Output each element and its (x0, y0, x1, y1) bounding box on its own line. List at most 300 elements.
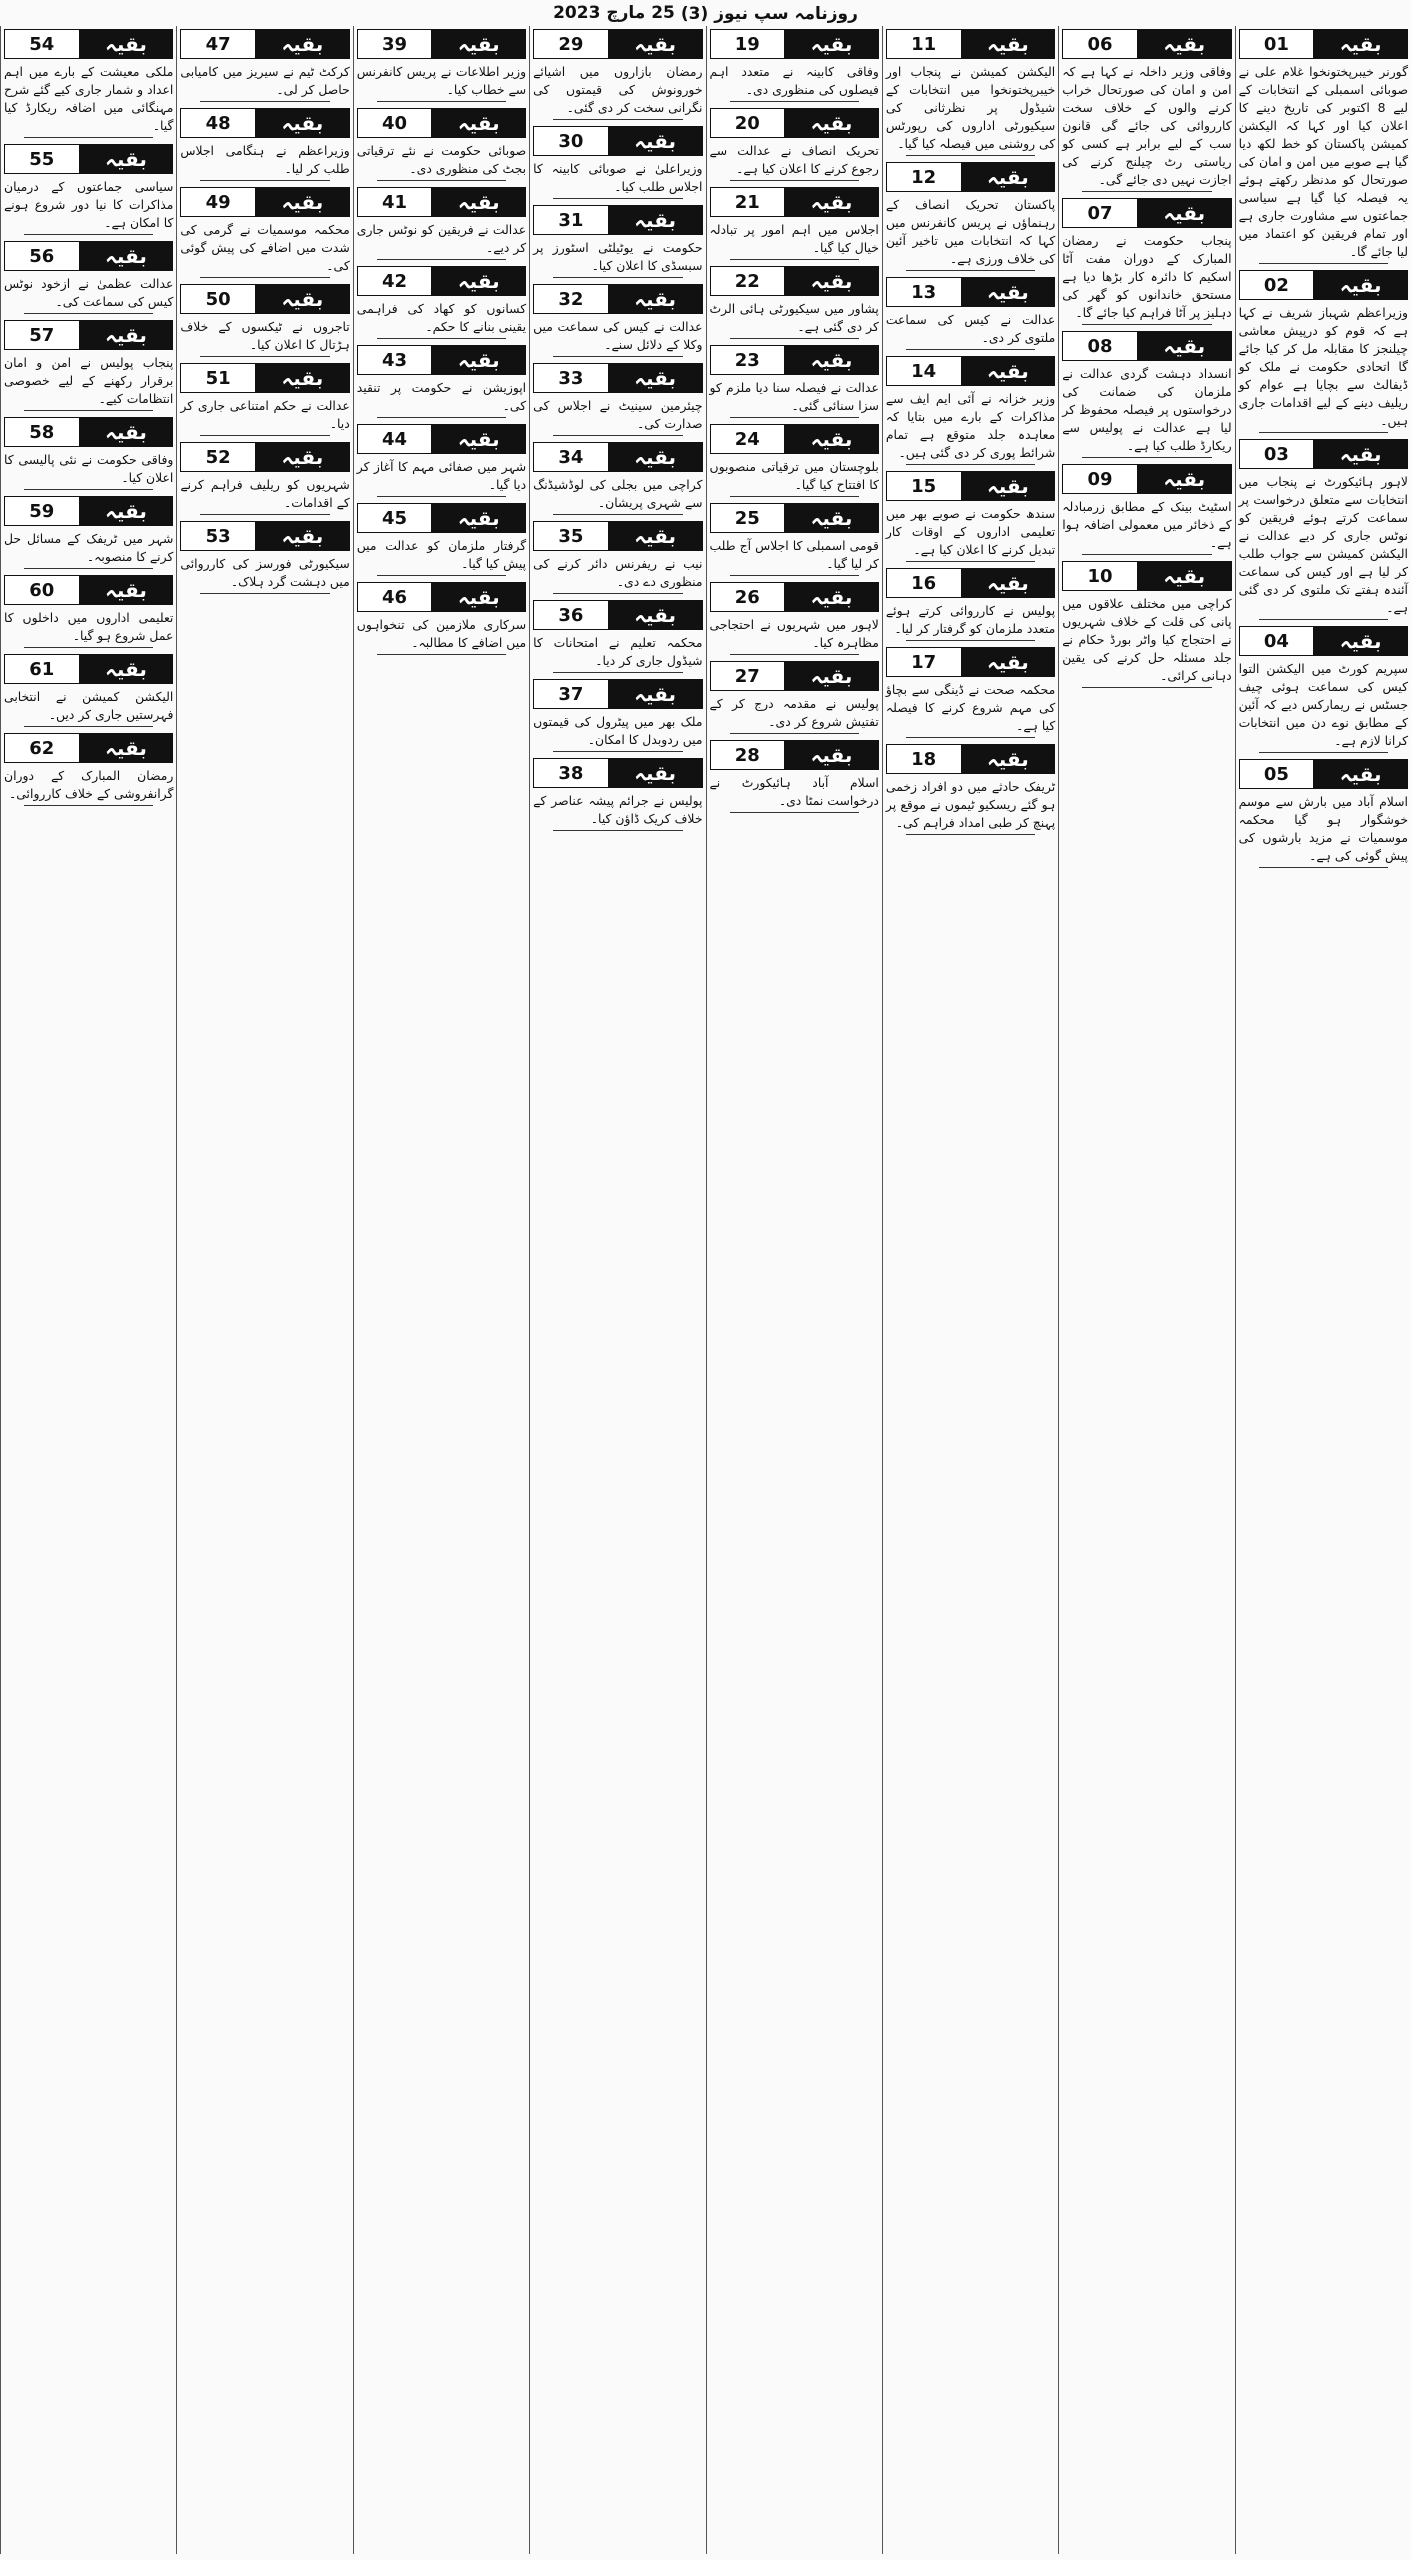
continuation-marker (4, 654, 173, 684)
story-text: پولیس نے مقدمہ درج کر کے تفتیش شروع کر دی۔ (709, 696, 879, 729)
story-end-rule (377, 654, 506, 655)
continuation-label: بقیہ (256, 522, 349, 550)
continuation-number: 47 (181, 30, 256, 58)
continuation-number: 37 (534, 680, 609, 708)
continuation-number: 48 (181, 109, 256, 137)
continuation-label: بقیہ (785, 741, 878, 769)
continuation-marker (357, 345, 526, 375)
column-1 (1235, 26, 1411, 2554)
continuation-label: بقیہ (256, 443, 349, 471)
continuation-marker (886, 744, 1055, 774)
story-text: الیکشن کمیشن نے انتخابی فہرستیں جاری کر دیں۔ (4, 689, 174, 722)
continuation-label: بقیہ (80, 655, 173, 683)
story-41 (357, 187, 526, 260)
continuation-number: 52 (181, 443, 256, 471)
story-text: شہر میں ٹریفک کے مسائل حل کرنے کا منصوبہ۔ (4, 531, 174, 564)
continuation-marker (1062, 464, 1231, 494)
story-end-rule (377, 180, 506, 181)
continuation-marker (4, 575, 173, 605)
story-text: وفاقی وزیر داخلہ نے کہا ہے کہ امن و امان کی صورتحال خراب کرنے والوں کے خلاف سخت کارروائی کی جائے گی قانون سب کے لیے برابر ہے کسی کو ریاستی رٹ چیلنج کرنے کی اجازت نہیں دی جائے گی۔ (1062, 64, 1232, 187)
continuation-number: 03 (1240, 440, 1315, 468)
story-end-rule (730, 575, 859, 576)
continuation-marker (710, 108, 879, 138)
continuation-marker (533, 521, 702, 551)
continuation-marker (533, 363, 702, 393)
story-59 (4, 496, 173, 569)
continuation-marker (886, 356, 1055, 386)
continuation-label: بقیہ (432, 583, 525, 611)
continuation-marker (180, 29, 349, 59)
continuation-label: بقیہ (785, 583, 878, 611)
continuation-label: بقیہ (785, 504, 878, 532)
story-text: ٹریفک حادثے میں دو افراد زخمی ہو گئے ریسکیو ٹیموں نے موقع پر پہنچ کر طبی امداد فراہم کی۔ (885, 779, 1056, 830)
story-end-rule (906, 349, 1035, 350)
story-text: گورنر خیبرپختونخوا غلام علی نے صوبائی اسمبلی کے انتخابات کے لیے 8 اکتوبر کی تاریخ دینے کا اعلان کیا اور کہا کہ الیکشن کمیشن پاکستان کو خط لکھ دیا گیا ہے صوبے میں امن و امان کی صورتحال کو مدنظر رکھتے ہوئے یہ فیصلہ کیا گیا ہے سیاسی جماعتوں سے مشاورت جاری ہے اور تمام فریقین کو اعتماد میں لیا جائے گا۔ (1238, 64, 1408, 259)
story-text: اسلام آباد ہائیکورٹ نے درخواست نمٹا دی۔ (709, 775, 879, 808)
continuation-marker (710, 582, 879, 612)
continuation-label: بقیہ (80, 145, 173, 173)
story-end-rule (200, 180, 329, 181)
continuation-label: بقیہ (256, 364, 349, 392)
story-text: محکمہ صحت نے ڈینگی سے بچاؤ کی مہم شروع کرنے کا فیصلہ کیا ہے۔ (885, 682, 1056, 733)
continuation-number: 39 (358, 30, 433, 58)
continuation-number: 38 (534, 759, 609, 787)
story-text: کراچی میں بجلی کی لوڈشیڈنگ سے شہری پریشان۔ (533, 477, 703, 510)
continuation-label: بقیہ (256, 30, 349, 58)
continuation-marker (886, 647, 1055, 677)
continuation-marker (710, 266, 879, 296)
continuation-marker (533, 442, 702, 472)
continuation-marker (533, 284, 702, 314)
story-end-rule (553, 593, 682, 594)
story-text: وفاقی کابینہ نے متعدد اہم فیصلوں کی منظوری دی۔ (709, 64, 879, 97)
continuation-label: بقیہ (1138, 332, 1231, 360)
continuation-number: 40 (358, 109, 433, 137)
story-text: وزیر اطلاعات نے پریس کانفرنس سے خطاب کیا۔ (356, 64, 527, 97)
continuation-marker (533, 758, 702, 788)
story-27 (710, 661, 879, 734)
continuation-marker (4, 241, 173, 271)
continuation-label: بقیہ (80, 30, 173, 58)
continuation-marker (1239, 29, 1408, 59)
story-text: کسانوں کو کھاد کی فراہمی یقینی بنانے کا حکم۔ (356, 301, 527, 334)
story-text: اسٹیٹ بینک کے مطابق زرمبادلہ کے ذخائر میں معمولی اضافہ ہوا ہے۔ (1062, 499, 1232, 550)
continuation-marker (710, 503, 879, 533)
story-text: اسلام آباد میں بارش سے موسم خوشگوار ہو گیا محکمہ موسمیات نے مزید بارشوں کی پیش گوئی کی ہے۔ (1238, 794, 1408, 863)
story-48 (180, 108, 349, 181)
continuation-label: بقیہ (1138, 465, 1231, 493)
story-end-rule (730, 496, 859, 497)
continuation-number: 33 (534, 364, 609, 392)
continuation-label: بقیہ (432, 267, 525, 295)
story-end-rule (553, 514, 682, 515)
story-end-rule (24, 137, 153, 138)
continuation-marker (710, 424, 879, 454)
continuation-marker (180, 187, 349, 217)
continuation-number: 17 (887, 648, 962, 676)
continuation-label: بقیہ (609, 601, 702, 629)
story-54 (4, 29, 173, 138)
continuation-number: 30 (534, 127, 609, 155)
story-end-rule (377, 575, 506, 576)
story-20 (710, 108, 879, 181)
continuation-label: بقیہ (1138, 30, 1231, 58)
story-21 (710, 187, 879, 260)
story-end-rule (1259, 432, 1388, 433)
story-end-rule (200, 277, 329, 278)
continuation-marker (1062, 29, 1231, 59)
continuation-label: بقیہ (256, 285, 349, 313)
story-end-rule (906, 155, 1035, 156)
story-end-rule (200, 514, 329, 515)
story-text: سندھ حکومت نے صوبے بھر میں تعلیمی اداروں کے اوقات کار تبدیل کرنے کا اعلان کیا ہے۔ (885, 506, 1056, 557)
story-30 (533, 126, 702, 199)
continuation-number: 59 (5, 497, 80, 525)
continuation-marker (886, 568, 1055, 598)
continuation-number: 50 (181, 285, 256, 313)
story-end-rule (200, 593, 329, 594)
column-7 (176, 26, 352, 2554)
story-end-rule (730, 338, 859, 339)
continuation-label: بقیہ (80, 321, 173, 349)
story-text: محکمہ موسمیات نے گرمی کی شدت میں اضافے کی پیش گوئی کی۔ (180, 222, 350, 273)
continuation-number: 44 (358, 425, 433, 453)
continuation-label: بقیہ (1314, 760, 1407, 788)
continuation-label: بقیہ (609, 30, 702, 58)
story-51 (180, 363, 349, 436)
continuation-label: بقیہ (609, 364, 702, 392)
story-28 (710, 740, 879, 813)
story-18 (886, 744, 1055, 835)
story-13 (886, 277, 1055, 350)
story-07 (1062, 198, 1231, 325)
story-end-rule (906, 737, 1035, 738)
story-05 (1239, 759, 1408, 868)
story-text: پشاور میں سیکیورٹی ہائی الرٹ کر دی گئی ہے۔ (709, 301, 879, 334)
continuation-marker (1062, 331, 1231, 361)
story-40 (357, 108, 526, 181)
story-end-rule (553, 435, 682, 436)
continuation-label: بقیہ (962, 30, 1055, 58)
continuation-number: 35 (534, 522, 609, 550)
continuation-marker (357, 266, 526, 296)
story-end-rule (906, 834, 1035, 835)
continuation-marker (4, 29, 173, 59)
story-end-rule (24, 410, 153, 411)
continuation-marker (710, 345, 879, 375)
story-60 (4, 575, 173, 648)
column-8 (0, 26, 176, 2554)
continuation-label: بقیہ (609, 759, 702, 787)
story-14 (886, 356, 1055, 465)
story-text: وفاقی حکومت نے نئی پالیسی کا اعلان کیا۔ (4, 452, 174, 485)
continuation-number: 28 (711, 741, 786, 769)
story-53 (180, 521, 349, 594)
continuation-marker (180, 521, 349, 551)
continuation-marker (4, 320, 173, 350)
continuation-marker (1062, 561, 1231, 591)
continuation-number: 10 (1063, 562, 1138, 590)
continuation-label: بقیہ (785, 109, 878, 137)
continuation-marker (357, 582, 526, 612)
continuation-number: 19 (711, 30, 786, 58)
story-text: وزیراعظم شہباز شریف نے کہا ہے کہ قوم کو درپیش معاشی چیلنجز کا مقابلہ مل کر کیا جائے گا اتحادی حکومت نے ملک کو ڈیفالٹ سے بچایا ہے عوام کو ریلیف دینے کے لیے اقدامات جاری ہیں۔ (1238, 305, 1408, 428)
story-end-rule (1082, 457, 1211, 458)
column-4 (706, 26, 882, 2554)
continuation-number: 43 (358, 346, 433, 374)
story-text: وزیراعظم نے ہنگامی اجلاس طلب کر لیا۔ (180, 143, 350, 176)
continuation-number: 61 (5, 655, 80, 683)
story-text: گرفتار ملزمان کو عدالت میں پیش کیا گیا۔ (356, 538, 527, 571)
continuation-marker (1239, 626, 1408, 656)
story-11 (886, 29, 1055, 156)
story-end-rule (730, 654, 859, 655)
continuation-number: 31 (534, 206, 609, 234)
story-text: تحریک انصاف نے عدالت سے رجوع کرنے کا اعلان کیا ہے۔ (709, 143, 879, 176)
continuation-marker (1239, 759, 1408, 789)
story-61 (4, 654, 173, 727)
story-end-rule (906, 640, 1035, 641)
continuation-number: 16 (887, 569, 962, 597)
continuation-number: 22 (711, 267, 786, 295)
story-end-rule (553, 119, 682, 120)
story-text: سپریم کورٹ میں الیکشن التوا کیس کی سماعت ہوئی چیف جسٹس نے ریمارکس دیے کہ آئین کے مطابق نوے دن میں انتخابات کرانا لازم ہے۔ (1238, 661, 1408, 748)
continuation-number: 06 (1063, 30, 1138, 58)
story-03 (1239, 439, 1408, 620)
story-end-rule (1259, 867, 1388, 868)
continuation-number: 41 (358, 188, 433, 216)
story-end-rule (1259, 752, 1388, 753)
continuation-marker (4, 144, 173, 174)
story-42 (357, 266, 526, 339)
continuation-label: بقیہ (1314, 440, 1407, 468)
continuation-number: 21 (711, 188, 786, 216)
masthead-title: روزنامہ سپ نیوز (3) (680, 3, 858, 24)
continuation-number: 07 (1063, 199, 1138, 227)
story-text: کرکٹ ٹیم نے سیریز میں کامیابی حاصل کر لی۔ (180, 64, 350, 97)
continuation-marker (533, 126, 702, 156)
story-text: شہریوں کو ریلیف فراہم کرنے کے اقدامات۔ (180, 477, 350, 510)
continuation-number: 29 (534, 30, 609, 58)
story-text: تاجروں نے ٹیکسوں کے خلاف ہڑتال کا اعلان کیا۔ (180, 319, 350, 352)
continuation-label: بقیہ (80, 497, 173, 525)
story-end-rule (200, 101, 329, 102)
continuation-number: 45 (358, 504, 433, 532)
story-text: عدالت نے فیصلہ سنا دیا ملزم کو سزا سنائی گئی۔ (709, 380, 879, 413)
story-text: سیاسی جماعتوں کے درمیان مذاکرات کا نیا دور شروع ہونے کا امکان ہے۔ (4, 179, 174, 230)
story-47 (180, 29, 349, 102)
story-end-rule (906, 464, 1035, 465)
story-text: سیکیورٹی فورسز کی کارروائی میں دہشت گرد ہلاک۔ (180, 556, 350, 589)
continuation-number: 57 (5, 321, 80, 349)
story-end-rule (906, 561, 1035, 562)
story-38 (533, 758, 702, 831)
story-text: حکومت نے یوٹیلٹی اسٹورز پر سبسڈی کا اعلان کیا۔ (533, 240, 703, 273)
story-49 (180, 187, 349, 278)
story-text: صوبائی حکومت نے نئے ترقیاتی بجٹ کی منظوری دی۔ (356, 143, 527, 176)
story-text: لاہور ہائیکورٹ نے پنجاب میں انتخابات سے متعلق درخواست پر سماعت کرتے ہوئے فریقین کو نوٹس جاری کر دیے عدالت نے الیکشن کمیشن سے جواب طلب کر لیا ہے اور کیس کی سماعت آئندہ ہفتے تک ملتوی کر دی گئی ہے۔ (1238, 474, 1408, 615)
story-26 (710, 582, 879, 655)
story-text: ملک بھر میں پیٹرول کی قیمتوں میں ردوبدل کا امکان۔ (533, 714, 703, 747)
continuation-number: 09 (1063, 465, 1138, 493)
continuation-marker (710, 187, 879, 217)
story-end-rule (730, 417, 859, 418)
story-04 (1239, 626, 1408, 753)
masthead-date: 25 مارچ 2023 (553, 3, 675, 23)
continuation-marker (710, 740, 879, 770)
story-end-rule (553, 277, 682, 278)
story-end-rule (24, 234, 153, 235)
story-end-rule (553, 356, 682, 357)
story-end-rule (553, 672, 682, 673)
continuation-label: بقیہ (785, 425, 878, 453)
story-end-rule (377, 496, 506, 497)
story-text: وزیر خزانہ نے آئی ایم ایف سے مذاکرات کے بارے میں بتایا کہ معاہدہ جلد متوقع ہے تمام شرائط پوری کر دی گئی ہیں۔ (885, 391, 1056, 460)
continuation-label: بقیہ (432, 425, 525, 453)
continuation-number: 12 (887, 163, 962, 191)
story-55 (4, 144, 173, 235)
continuation-number: 36 (534, 601, 609, 629)
story-57 (4, 320, 173, 411)
continuation-marker (886, 162, 1055, 192)
story-end-rule (200, 356, 329, 357)
story-22 (710, 266, 879, 339)
continuation-number: 32 (534, 285, 609, 313)
story-end-rule (1082, 191, 1211, 192)
continuation-label: بقیہ (1314, 627, 1407, 655)
story-end-rule (24, 568, 153, 569)
story-45 (357, 503, 526, 576)
story-09 (1062, 464, 1231, 555)
continuation-number: 25 (711, 504, 786, 532)
story-02 (1239, 270, 1408, 433)
continuation-marker (710, 661, 879, 691)
continuation-label: بقیہ (432, 30, 525, 58)
continuation-label: بقیہ (1138, 199, 1231, 227)
continuation-marker (357, 424, 526, 454)
story-end-rule (377, 417, 506, 418)
story-end-rule (377, 338, 506, 339)
masthead (0, 0, 1411, 26)
continuation-number: 53 (181, 522, 256, 550)
continuation-number: 01 (1240, 30, 1315, 58)
continuation-marker (180, 442, 349, 472)
story-39 (357, 29, 526, 102)
story-end-rule (730, 733, 859, 734)
continuation-marker (886, 29, 1055, 59)
story-text: وزیراعلیٰ نے صوبائی کابینہ کا اجلاس طلب کیا۔ (533, 161, 703, 194)
story-end-rule (1082, 687, 1211, 688)
continuation-number: 26 (711, 583, 786, 611)
story-24 (710, 424, 879, 497)
continuation-label: بقیہ (1138, 562, 1231, 590)
story-44 (357, 424, 526, 497)
story-end-rule (730, 812, 859, 813)
continuation-label: بقیہ (785, 188, 878, 216)
continuation-marker (357, 29, 526, 59)
story-end-rule (24, 726, 153, 727)
story-16 (886, 568, 1055, 641)
continuation-label: بقیہ (80, 734, 173, 762)
continuation-marker (533, 679, 702, 709)
story-text: پاکستان تحریک انصاف کے رہنماؤں نے پریس کانفرنس میں کہا کہ انتخابات میں تاخیر آئین کی خلاف ورزی ہے۔ (885, 197, 1056, 266)
continuation-marker (533, 205, 702, 235)
story-text: سرکاری ملازمین کی تنخواہوں میں اضافے کا مطالبہ۔ (356, 617, 527, 650)
story-end-rule (730, 180, 859, 181)
story-text: رمضان المبارک کے دوران گرانفروشی کے خلاف کارروائی۔ (4, 768, 174, 801)
continuation-number: 14 (887, 357, 962, 385)
continuation-label: بقیہ (962, 357, 1055, 385)
story-text: انسداد دہشت گردی عدالت نے ملزمان کی ضمانت کی درخواستوں پر فیصلہ محفوظ کر لیا ہے عدالت نے پولیس سے ریکارڈ طلب کیا ہے۔ (1062, 366, 1232, 453)
continuation-number: 13 (887, 278, 962, 306)
continuation-marker (1062, 198, 1231, 228)
story-52 (180, 442, 349, 515)
continuation-label: بقیہ (80, 576, 173, 604)
continuation-label: بقیہ (962, 648, 1055, 676)
story-text: شہر میں صفائی مہم کا آغاز کر دیا گیا۔ (356, 459, 527, 492)
continuation-number: 62 (5, 734, 80, 762)
story-46 (357, 582, 526, 655)
story-text: پنجاب پولیس نے امن و امان برقرار رکھنے کے لیے خصوصی انتظامات کیے۔ (4, 355, 174, 406)
story-10 (1062, 561, 1231, 688)
story-text: کراچی میں مختلف علاقوں میں پانی کی قلت کے خلاف شہریوں نے احتجاج کیا واٹر بورڈ حکام نے جلد مسئلہ حل کرنے کی یقین دہانی کرائی۔ (1062, 596, 1232, 683)
column-2 (1058, 26, 1234, 2554)
continuation-label: بقیہ (609, 206, 702, 234)
continuation-label: بقیہ (962, 472, 1055, 500)
continuation-marker (4, 496, 173, 526)
story-01 (1239, 29, 1408, 264)
story-text: قومی اسمبلی کا اجلاس آج طلب کر لیا گیا۔ (709, 538, 879, 571)
continuation-label: بقیہ (256, 109, 349, 137)
continuation-marker (886, 471, 1055, 501)
continuation-number: 60 (5, 576, 80, 604)
story-23 (710, 345, 879, 418)
story-text: عدالت نے فریقین کو نوٹس جاری کر دیے۔ (356, 222, 527, 255)
story-end-rule (24, 313, 153, 314)
continuation-marker (180, 108, 349, 138)
continuation-marker (533, 29, 702, 59)
continuation-number: 05 (1240, 760, 1315, 788)
story-end-rule (553, 198, 682, 199)
story-35 (533, 521, 702, 594)
continuation-number: 46 (358, 583, 433, 611)
continuation-marker (886, 277, 1055, 307)
continuation-label: بقیہ (609, 443, 702, 471)
story-end-rule (1259, 619, 1388, 620)
continuation-label: بقیہ (432, 188, 525, 216)
continuation-number: 23 (711, 346, 786, 374)
story-end-rule (553, 751, 682, 752)
story-text: پولیس نے جرائم پیشہ عناصر کے خلاف کریک ڈاؤن کیا۔ (533, 793, 703, 826)
continuation-marker (180, 284, 349, 314)
story-text: اجلاس میں اہم امور پر تبادلہ خیال کیا گیا۔ (709, 222, 879, 255)
continuation-label: بقیہ (432, 504, 525, 532)
story-56 (4, 241, 173, 314)
story-text: عدالت نے کیس کی سماعت میں وکلا کے دلائل سنے۔ (533, 319, 703, 352)
continuation-label: بقیہ (80, 418, 173, 446)
story-25 (710, 503, 879, 576)
story-text: عدالت نے کیس کی سماعت ملتوی کر دی۔ (885, 312, 1056, 345)
story-34 (533, 442, 702, 515)
story-32 (533, 284, 702, 357)
continuation-marker (357, 187, 526, 217)
continuation-marker (357, 503, 526, 533)
continuation-marker (180, 363, 349, 393)
continuation-label: بقیہ (962, 569, 1055, 597)
continuation-number: 11 (887, 30, 962, 58)
story-text: پنجاب حکومت نے رمضان المبارک کے دوران مفت آٹا اسکیم کا دائرہ کار بڑھا دیا ہے مستحق خاندانوں کو گھر کی دہلیز پر آٹا فراہم کیا جائے گا۔ (1062, 233, 1232, 320)
continuation-marker (357, 108, 526, 138)
